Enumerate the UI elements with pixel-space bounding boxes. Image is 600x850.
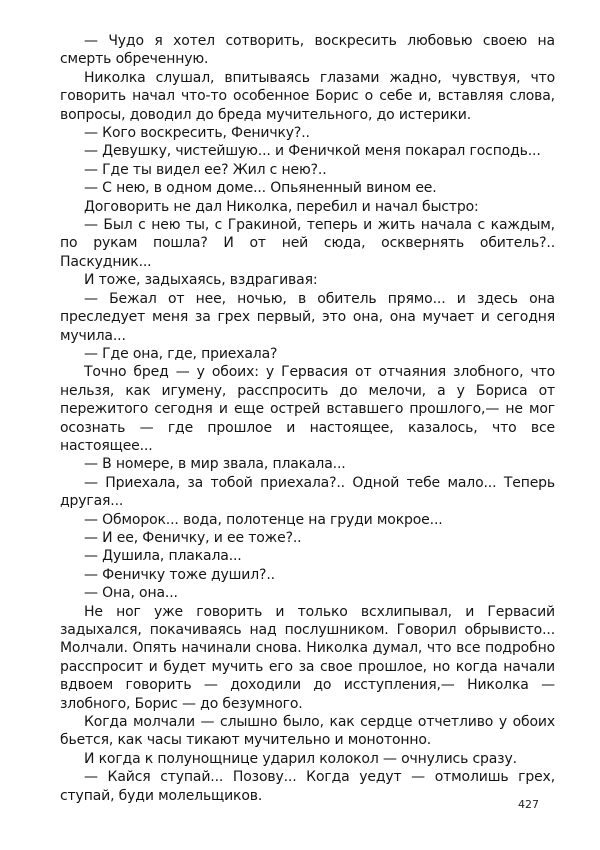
paragraph: — С нею, в одном доме... Опьяненный вином ее.	[84, 180, 437, 197]
paragraph: И когда к полунощнице ударил колокол — очнулись сразу.	[84, 750, 517, 767]
page-number: 427	[518, 798, 539, 811]
paragraph: Договорить не дал Николка, перебил и начал быстро:	[84, 198, 479, 215]
paragraph: Николка слушал, впитываясь глазами жадно, чувствуя, что говорить начал что-то особенное Борис о себе и, вставляя слова, вопросы, доводил до бреда мучительного, до истерики.	[60, 69, 555, 123]
paragraph: Когда молчали — слышно было, как сердце отчетливо у обоих бьется, как часы тикают мучительно и монотонно.	[60, 714, 555, 749]
paragraph: — В номере, в мир звала, плакала...	[84, 456, 346, 473]
paragraph: — И ее, Феничку, и ее тоже?..	[84, 529, 302, 546]
paragraph: Не ног уже говорить и только всхлипывал, и Гервасий задыхался, покачиваясь над послушником. Говорил обрывисто... Молчали. Опять начинали снова. Николка думал, что все подробно расспросит и будет мучить его за свое прошлое, но когда начали вдвоем говорить — доходили до исступления,— Николка — злобного, Борис — до безумного.	[60, 603, 555, 712]
paragraph: — Бежал от нее, ночью, в обитель прямо... и здесь она преследует меня за грех первый, это она, она мучает и сегодня мучила...	[60, 290, 555, 344]
paragraph: — Кого воскресить, Феничку?..	[84, 125, 310, 142]
paragraph: — Чудо я хотел сотворить, воскресить любовью своею на смерть обреченную.	[60, 33, 555, 68]
paragraph: — Кайся ступай... Позову... Когда уедут — отмолишь грех, ступай, буди молельщиков.	[60, 769, 555, 804]
paragraph: — Девушку, чистейшую... и Феничкой меня покарал господь...	[84, 143, 541, 160]
paragraph: — Приехала, за тобой приехала?.. Одной тебе мало... Теперь другая...	[60, 474, 555, 510]
paragraph: И тоже, задыхаясь, вздрагивая:	[84, 272, 318, 289]
paragraph: Точно бред — у обоих: у Гервасия от отчаяния злобного, что нельзя, как игумену, расспросить до мелочи, а у Бориса от пережитого сегодня и еще острей вставшего прошлого,— не мог осознать — где прошлое и настоящее, казалось, что все настоящее...	[60, 364, 555, 454]
paragraph: — Феничку тоже душил?..	[84, 566, 275, 583]
paragraph: — Где она, где, приехала?	[84, 345, 278, 362]
paragraph: — Обморок... вода, полотенце на груди мокрое...	[84, 511, 443, 528]
page-text	[60, 32, 555, 805]
paragraph: — Был с нею ты, с Гракиной, теперь и жить начала с каждым, по рукам пошла? И от ней сюда, осквернять обитель?.. Паскудник...	[60, 217, 555, 270]
paragraph: — Где ты видел ее? Жил с нею?..	[84, 161, 327, 178]
paragraph: — Душила, плакала...	[84, 548, 242, 565]
paragraph: — Она, она...	[84, 585, 178, 602]
